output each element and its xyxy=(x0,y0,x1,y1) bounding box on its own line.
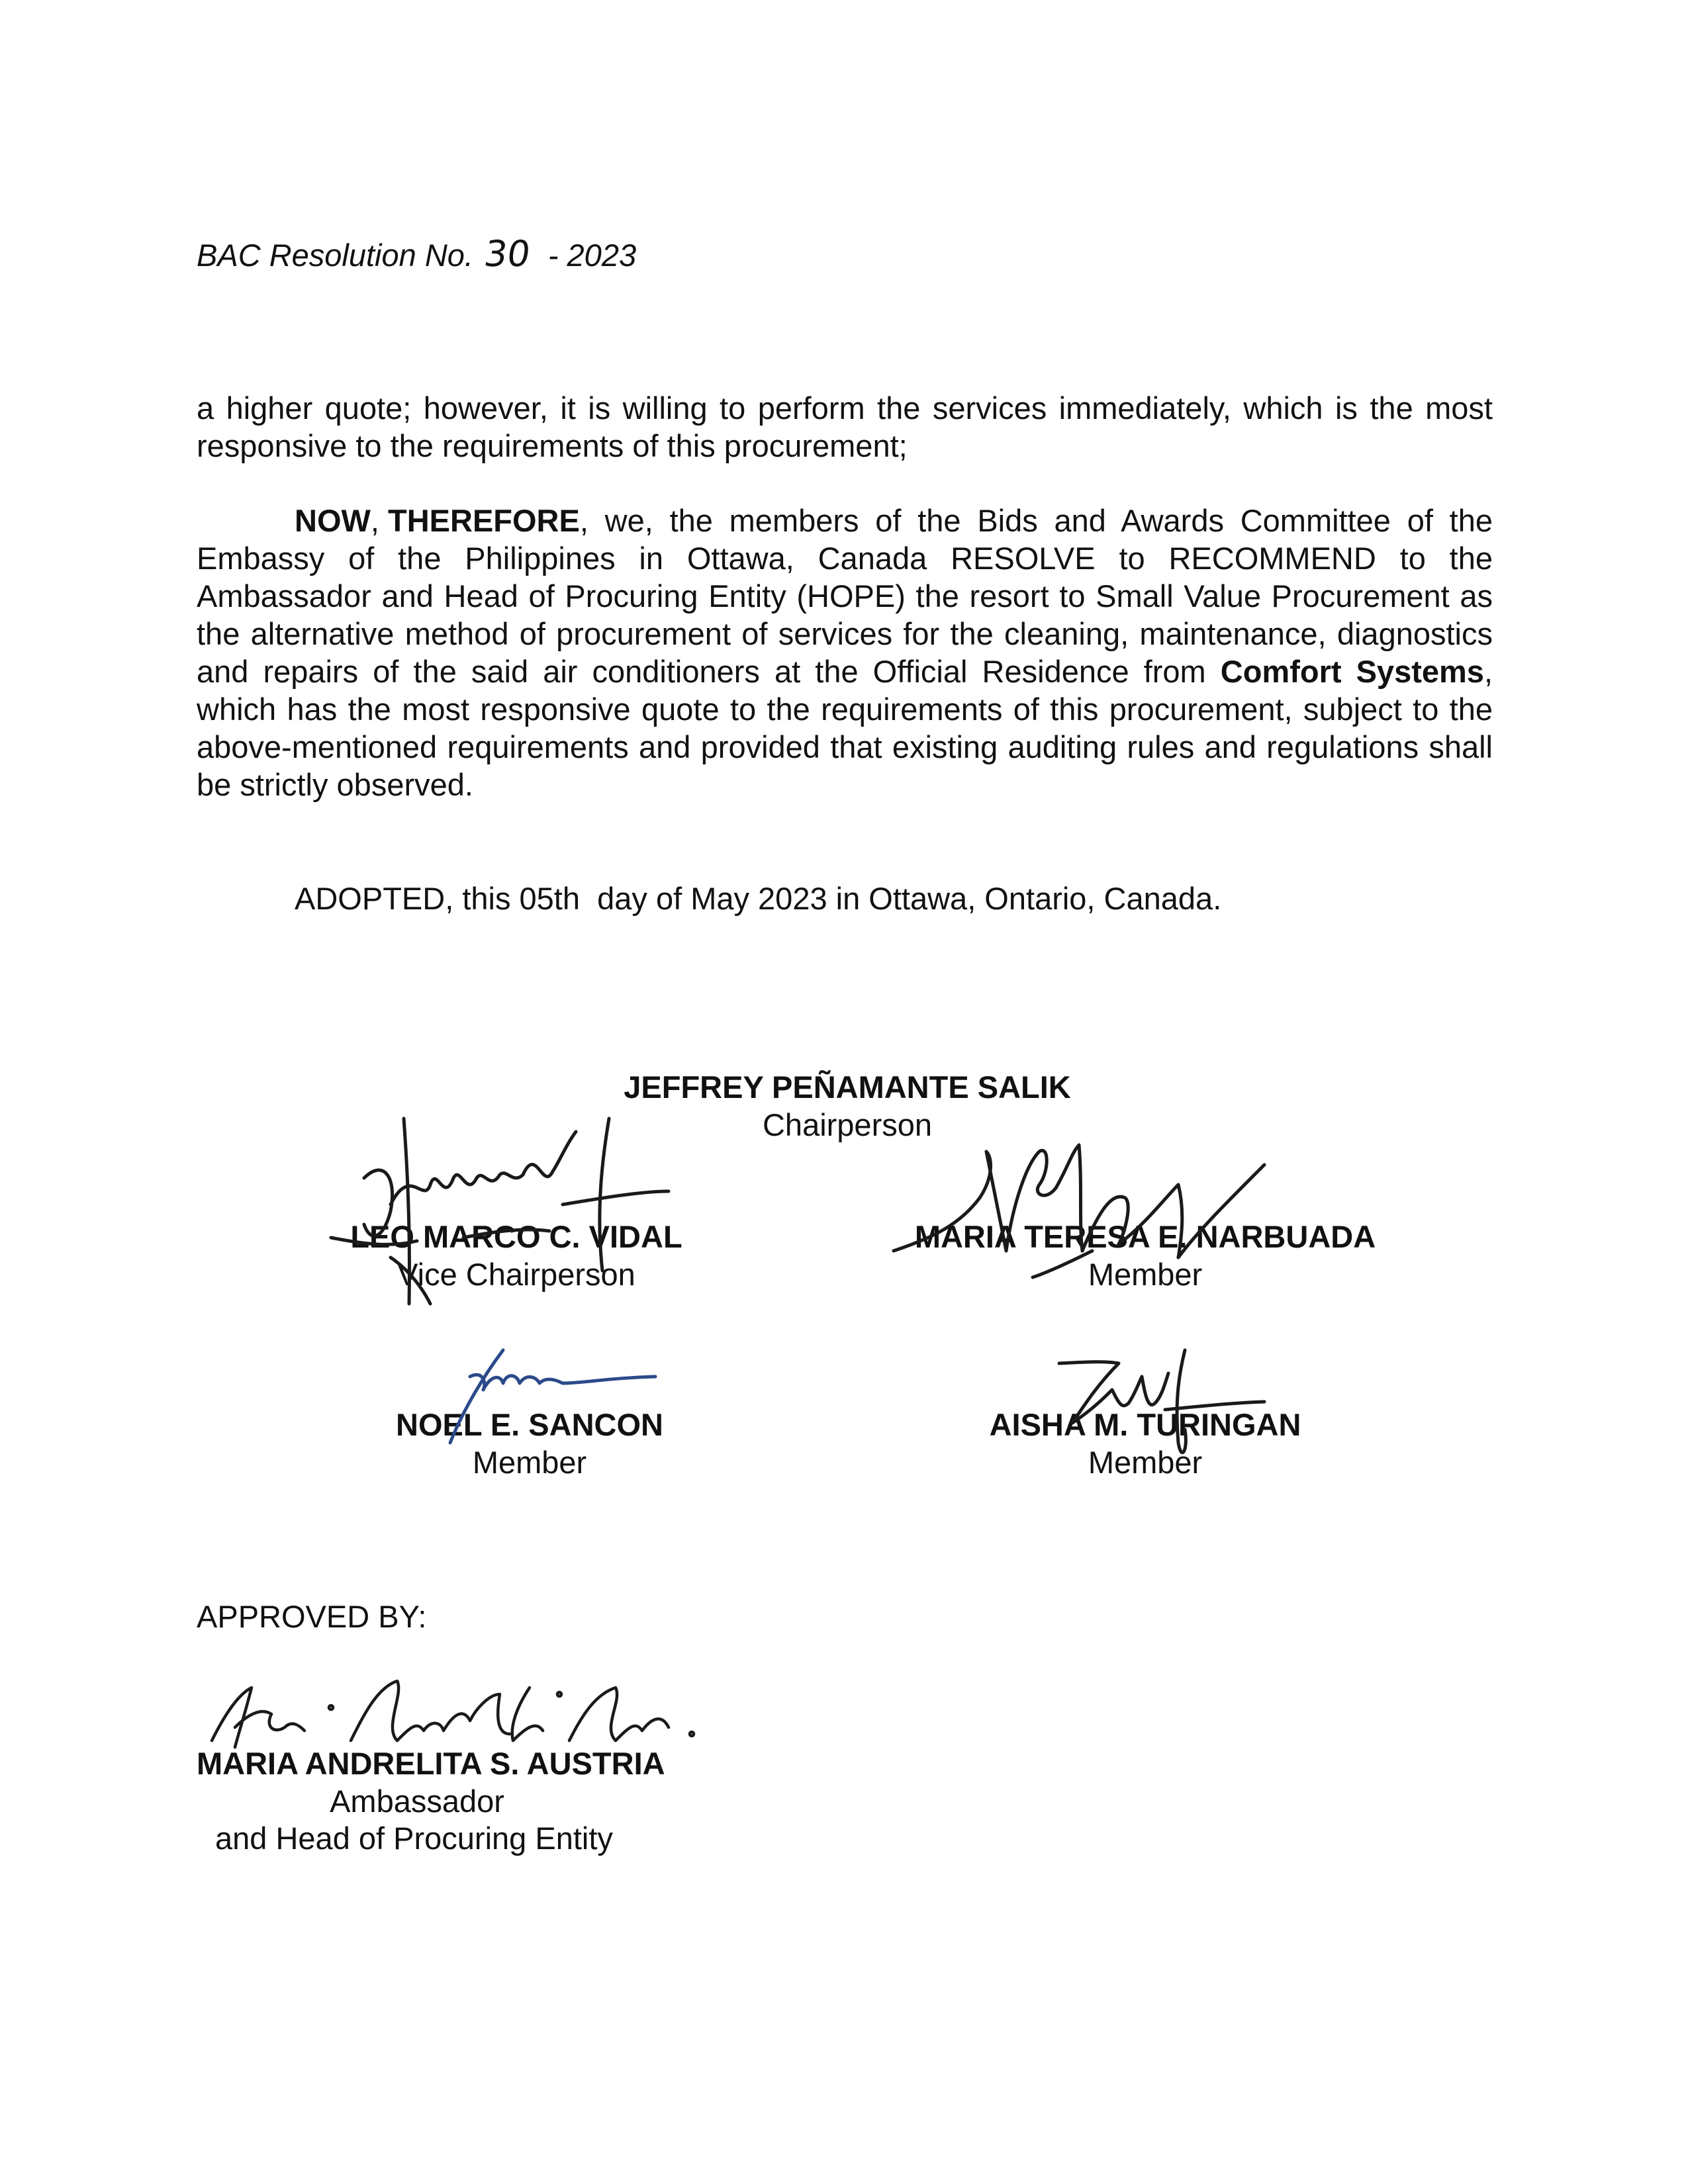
now-comma: , xyxy=(370,503,379,538)
signatory-name: MARIA TERESA E. NARBUADA xyxy=(914,1219,1376,1254)
signatory-name: AISHA M. TURINGAN xyxy=(989,1407,1301,1442)
signatory-title: Member xyxy=(1088,1257,1203,1292)
approved-by-label: APPROVED BY: xyxy=(197,1599,427,1634)
signature-vidal xyxy=(324,1105,695,1330)
approver-title-1: Ambassador xyxy=(330,1784,504,1819)
adopted-line: ADOPTED, this 05th day of May 2023 in Ottawa, Ontario, Canada. xyxy=(295,881,1222,916)
therefore-keyword: THEREFORE xyxy=(388,503,580,538)
paragraph-resolution xyxy=(197,502,1493,803)
approver-name: MARIA ANDRELITA S. AUSTRIA xyxy=(197,1746,665,1781)
signature-austria xyxy=(199,1668,715,1774)
signature-sancon xyxy=(424,1337,675,1463)
signatory-title: Member xyxy=(1088,1445,1203,1480)
resolution-year: 2023 xyxy=(567,238,637,273)
resolution-prefix: BAC Resolution No. xyxy=(197,238,473,273)
approver-title-2: and Head of Procuring Entity xyxy=(215,1821,613,1856)
resolution-header xyxy=(197,233,636,275)
signatory-name: JEFFREY PEÑAMANTE SALIK xyxy=(624,1069,1071,1105)
paragraph-continuation: a higher quote; however, it is willing to perform the services immediately, which is the most responsive to the requirements of this procurement; xyxy=(197,390,1493,463)
resolution-number: 30 xyxy=(481,233,534,275)
signature-narbuada xyxy=(880,1125,1291,1297)
now-keyword: NOW xyxy=(295,503,371,538)
signatory-name: LEO MARCO C. VIDAL xyxy=(350,1219,682,1254)
signatory-title: Member xyxy=(472,1445,587,1480)
signatory-name: NOEL E. SANCON xyxy=(396,1407,663,1442)
resolution-separator: - xyxy=(547,238,559,273)
company-name: Comfort Systems xyxy=(1220,654,1484,689)
signatory-title: Vice Chairperson xyxy=(397,1257,635,1292)
resolution-text-1: , we, the members of the Bids and Awards Committee of the Embassy of the Philippines in Ottawa, Canada RESOLVE to RECOMMEND to the Ambassador and Head of Procuring Entity (HOPE) the resort to Small Value Procurement as the alternative method of procurement of services for the cleaning, maintenance, diagnostics and repairs of the said air conditioners at the Official Residence from xyxy=(197,503,1493,689)
signature-turingan xyxy=(1046,1337,1284,1469)
resolution-text-2: , which has the most responsive quote to the requirements of this procurement, subject to the above-mentioned requirements and provided that existing auditing rules and regulations shall be strictly observed. xyxy=(197,654,1493,802)
signatory-title: Chairperson xyxy=(762,1107,933,1142)
approver-titles xyxy=(199,1782,675,1820)
